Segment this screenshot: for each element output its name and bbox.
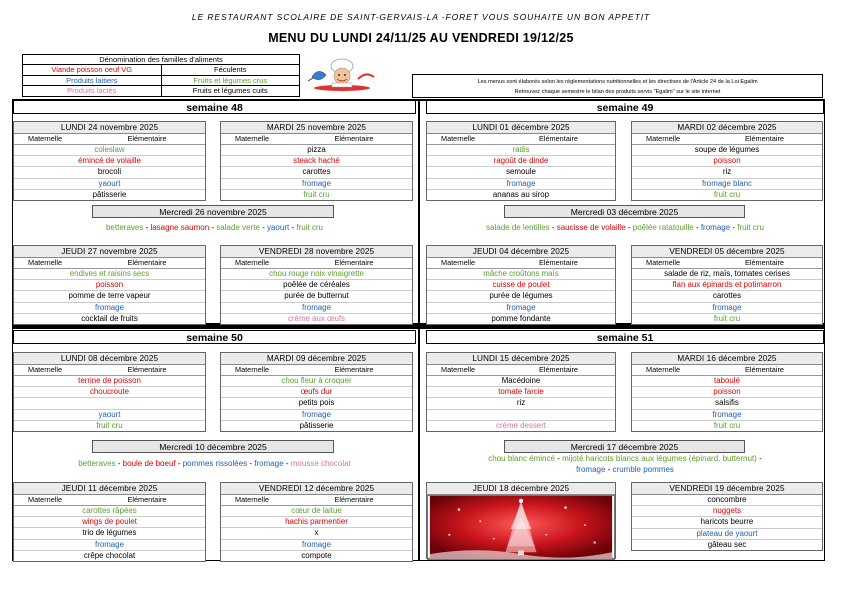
menu-item: yaourt — [14, 179, 205, 190]
menu-item — [14, 398, 205, 409]
menu-item: fromage blanc — [632, 179, 822, 190]
col-elementaire: Elémentaire — [334, 258, 374, 267]
day-columns — [221, 134, 412, 145]
col-maternelle: Maternelle — [646, 365, 681, 374]
day-title: MARDI 25 novembre 2025 — [221, 122, 412, 134]
wednesday-title: Mercredi 17 décembre 2025 — [504, 440, 745, 453]
menu-item: pomme de terre vapeur — [14, 291, 205, 302]
menu-item: fromage — [427, 303, 615, 314]
day-friday — [220, 482, 413, 562]
menu-item: endives et raisins secs — [14, 269, 205, 280]
wednesday-menu: betteraves - boule de boeuf - pommes rissolées - fromage - mousse chocolat — [78, 459, 351, 468]
day-friday — [631, 245, 823, 325]
menu-item: salsifis — [632, 398, 822, 409]
wednesday-title: Mercredi 26 novembre 2025 — [92, 205, 334, 218]
menu-item: fruit cru — [713, 420, 741, 430]
day-tuesday — [220, 121, 413, 201]
col-maternelle: Maternelle — [28, 495, 63, 504]
day-monday — [13, 121, 206, 201]
week-separator — [418, 99, 420, 329]
menu-item: cuisse de poulet — [427, 280, 615, 291]
menu-item: choucroute — [14, 387, 205, 398]
day-title: LUNDI 08 décembre 2025 — [14, 353, 205, 365]
day-title: VENDREDI 12 décembre 2025 — [221, 483, 412, 495]
wednesday-menu: betteraves - lasagne saumon - salade verte - yaourt - fruit cru — [105, 223, 323, 232]
day-title: JEUDI 11 décembre 2025 — [14, 483, 205, 495]
day-columns — [632, 134, 822, 145]
menu-item: fruit cru — [96, 420, 123, 430]
menu-item: crème dessert — [496, 420, 546, 430]
day-columns — [632, 258, 822, 269]
col-elementaire: Elémentaire — [127, 365, 167, 374]
menu-item: taboulé — [632, 376, 822, 387]
legend-row — [23, 76, 299, 87]
menu-item: semoule — [427, 167, 615, 178]
menu-item: saucisse de volaille — [556, 223, 626, 232]
menu-item: tomate farcie — [427, 387, 615, 398]
menu-item: poêlée de céréales — [221, 280, 412, 291]
wednesday-menu: chou blanc émincé - mijoté haricots blancs aux légumes (épinard, butternut) - — [488, 454, 762, 463]
menu-item: boule de boeuf — [122, 459, 176, 468]
menu-item: riz — [427, 398, 615, 409]
menu-item: coleslaw — [14, 145, 205, 156]
legend-starch: Féculents — [213, 65, 247, 74]
menu-item: radis — [427, 145, 615, 156]
menu-item: salade verte — [216, 223, 260, 232]
menu-item: yaourt — [266, 223, 290, 232]
menu-item: haricots beurre — [632, 517, 822, 528]
day-columns — [14, 134, 205, 145]
wednesday-title: Mercredi 10 décembre 2025 — [92, 440, 334, 453]
menu-item: fromage — [576, 465, 606, 474]
legend-cooked: Fruits et légumes cuits — [192, 86, 268, 95]
menu-item: fromage — [221, 410, 412, 421]
wednesday-menu-line2: fromage - crumble pommes — [576, 465, 674, 474]
legend-heading: Dénomination des familles d'aliments — [23, 55, 299, 65]
col-maternelle: Maternelle — [441, 258, 476, 267]
menu-item: fromage — [254, 459, 284, 468]
menu-item: gâteau sec — [707, 539, 747, 549]
day-thursday — [13, 482, 206, 562]
menu-item: ananas au sirop — [492, 189, 550, 199]
day-monday — [13, 352, 206, 432]
col-elementaire: Elémentaire — [539, 258, 578, 267]
menu-item: fromage — [221, 179, 412, 190]
day-monday — [426, 121, 616, 201]
menu-item: carottes — [632, 291, 822, 302]
menu-item: hachis parmentier — [221, 517, 412, 528]
menu-item: poisson — [632, 387, 822, 398]
wednesday-menu: salade de lentilles - saucisse de volaille - poêlée ratatouille - fromage - fruit cru — [486, 223, 764, 232]
menu-item: pizza — [221, 145, 412, 156]
day-tuesday — [631, 352, 823, 432]
day-title: VENDREDI 28 novembre 2025 — [221, 246, 412, 258]
menu-item: crumble pommes — [612, 465, 674, 474]
day-title: LUNDI 24 novembre 2025 — [14, 122, 205, 134]
menu-item: poisson — [632, 156, 822, 167]
legend-row — [23, 65, 299, 76]
menu-item: fromage — [632, 303, 822, 314]
note-line: Retrouvez chaque semestre le bilan des produits servis "Egalim" sur le site internet — [514, 89, 721, 95]
day-title: JEUDI 04 décembre 2025 — [427, 246, 615, 258]
col-elementaire: Elémentaire — [334, 495, 374, 504]
legend-dairy-light: Produits lactés — [23, 86, 162, 96]
day-title: LUNDI 15 décembre 2025 — [427, 353, 615, 365]
legend-dairy: Produits laitiers — [23, 76, 162, 86]
menu-item: fruit cru — [713, 189, 741, 199]
menu-item: trio de légumes — [14, 528, 205, 539]
menu-item: chou blanc émincé — [488, 454, 555, 463]
week-header: semaine 48 — [13, 100, 416, 114]
menu-item: concombre — [632, 495, 822, 506]
day-title: JEUDI 18 décembre 2025 — [427, 483, 615, 495]
menu-item: fromage — [14, 303, 205, 314]
col-elementaire: Elémentaire — [745, 134, 784, 143]
col-maternelle: Maternelle — [235, 258, 270, 267]
col-maternelle: Maternelle — [28, 134, 63, 143]
day-title: JEUDI 27 novembre 2025 — [14, 246, 205, 258]
day-friday — [220, 245, 413, 325]
menu-item: lasagne saumon — [150, 223, 210, 232]
menu-item: carottes — [221, 167, 412, 178]
day-columns — [14, 365, 205, 376]
menu-item: pâtisserie — [92, 189, 127, 199]
menu-item: purée de légumes — [427, 291, 615, 302]
menu-item: fromage — [427, 179, 615, 190]
legend-raw: Fruits et légumes crus — [193, 75, 268, 85]
menu-item: crème aux œufs — [287, 313, 345, 323]
menu-item: purée de butternut — [221, 291, 412, 302]
egalim-notes — [412, 74, 823, 98]
menu-item: riz — [632, 167, 822, 178]
menu-item: ragoût de dinde — [427, 156, 615, 167]
menu-item: cocktail de fruits — [81, 313, 138, 323]
menu-item: pâtisserie — [299, 420, 334, 430]
menu-item: salade de riz, maïs, tomates cerises — [632, 269, 822, 280]
menu-item: salade de lentilles — [486, 223, 550, 232]
menu-item: pomme fondante — [491, 313, 551, 323]
menu-item: fruit cru — [737, 223, 764, 232]
col-maternelle: Maternelle — [441, 365, 476, 374]
day-columns — [427, 365, 615, 376]
menu-item: nuggets — [632, 506, 822, 517]
day-columns — [221, 365, 412, 376]
day-columns — [14, 258, 205, 269]
day-monday — [426, 352, 616, 432]
menu-item: fruit cru — [296, 223, 323, 232]
legend-protein: Viande poisson oeuf VG — [23, 65, 162, 75]
day-columns — [632, 365, 822, 376]
col-maternelle: Maternelle — [441, 134, 476, 143]
day-columns — [221, 258, 412, 269]
day-title: VENDREDI 05 décembre 2025 — [632, 246, 822, 258]
wednesday-title: Mercredi 03 décembre 2025 — [504, 205, 745, 218]
week-header: semaine 51 — [426, 330, 824, 344]
week-header: semaine 50 — [13, 330, 416, 344]
week-separator — [418, 329, 420, 561]
menu-item: cœur de laitue — [221, 506, 412, 517]
menu-item: wings de poulet — [14, 517, 205, 528]
menu-item: chou rouge noix vinaigrette — [221, 269, 412, 280]
menu-item: fromage — [221, 303, 412, 314]
menu-item — [427, 410, 615, 421]
christmas-tree-image — [427, 495, 615, 560]
day-thursday — [426, 482, 616, 559]
day-columns — [14, 495, 205, 506]
day-friday — [631, 482, 823, 551]
menu-item: poêlée ratatouille — [632, 223, 694, 232]
col-elementaire: Elémentaire — [539, 365, 578, 374]
menu-item: fromage — [700, 223, 731, 232]
menu-item: plateau de yaourt — [632, 529, 822, 540]
col-maternelle: Maternelle — [235, 134, 270, 143]
legend-row — [23, 86, 299, 96]
day-title: LUNDI 01 décembre 2025 — [427, 122, 615, 134]
menu-item: fromage — [221, 540, 412, 551]
day-columns — [427, 258, 615, 269]
day-title: MARDI 02 décembre 2025 — [632, 122, 822, 134]
menu-item: soupe de légumes — [632, 145, 822, 156]
menu-item: petits pois — [221, 398, 412, 409]
menu-item: steack haché — [221, 156, 412, 167]
day-title: VENDREDI 19 décembre 2025 — [632, 483, 822, 495]
restaurant-slogan: LE RESTAURANT SCOLAIRE DE SAINT-GERVAIS-LA -FORET VOUS SOUHAITE UN BON APPETIT — [191, 12, 651, 22]
menu-item: flan aux épinards et potimarron — [632, 280, 822, 291]
day-tuesday — [631, 121, 823, 201]
day-columns — [427, 134, 615, 145]
menu-item: x — [221, 528, 412, 539]
menu-title: MENU DU LUNDI 24/11/25 AU VENDREDI 19/12/25 — [268, 31, 574, 45]
menu-item: terrine de poisson — [14, 376, 205, 387]
day-thursday — [426, 245, 616, 325]
col-maternelle: Maternelle — [28, 258, 63, 267]
menu-item: Macédoine — [427, 376, 615, 387]
col-elementaire: Elémentaire — [745, 258, 784, 267]
col-elementaire: Elémentaire — [539, 134, 578, 143]
menu-item: carottes râpées — [14, 506, 205, 517]
menu-item: fruit cru — [713, 313, 741, 323]
col-maternelle: Maternelle — [646, 134, 681, 143]
day-columns — [221, 495, 412, 506]
chef-illustration — [304, 57, 378, 91]
menu-item: compote — [301, 550, 332, 560]
col-elementaire: Elémentaire — [334, 134, 374, 143]
col-elementaire: Elémentaire — [334, 365, 374, 374]
right-border — [824, 99, 825, 561]
col-maternelle: Maternelle — [235, 495, 270, 504]
note-line: Les menus sont élaborés selon les réglementations nutritionnelles et les directives de l'Article 24 de la Loi Egalim — [477, 79, 758, 85]
col-elementaire: Elémentaire — [127, 134, 167, 143]
day-title: MARDI 16 décembre 2025 — [632, 353, 822, 365]
col-maternelle: Maternelle — [646, 258, 681, 267]
menu-item: mousse chocolat — [290, 459, 351, 468]
col-maternelle: Maternelle — [235, 365, 270, 374]
menu-item: chou fleur à croquer — [221, 376, 412, 387]
menu-item: mâche croûtons maïs — [427, 269, 615, 280]
menu-item: œufs dur — [221, 387, 412, 398]
menu-item: mijoté haricots blancs aux légumes (épinard, butternut) — [562, 454, 757, 463]
menu-item: betteraves — [105, 223, 144, 232]
day-title: MARDI 09 décembre 2025 — [221, 353, 412, 365]
day-tuesday — [220, 352, 413, 432]
col-elementaire: Elémentaire — [745, 365, 784, 374]
menu-item: brocoli — [14, 167, 205, 178]
week-header: semaine 49 — [426, 100, 824, 114]
menu-item: fromage — [632, 410, 822, 421]
menu-item: poisson — [14, 280, 205, 291]
col-maternelle: Maternelle — [28, 365, 63, 374]
menu-item: betteraves — [78, 459, 116, 468]
col-elementaire: Elémentaire — [127, 495, 167, 504]
col-elementaire: Elémentaire — [127, 258, 167, 267]
menu-item: fromage — [14, 540, 205, 551]
menu-item: crêpe chocolat — [83, 550, 136, 560]
menu-item: pommes rissolées — [182, 459, 248, 468]
day-thursday — [13, 245, 206, 325]
menu-item: yaourt — [14, 410, 205, 421]
menu-item: fruit cru — [303, 189, 330, 199]
food-family-legend — [22, 54, 300, 97]
menu-item: émincé de volaille — [14, 156, 205, 167]
